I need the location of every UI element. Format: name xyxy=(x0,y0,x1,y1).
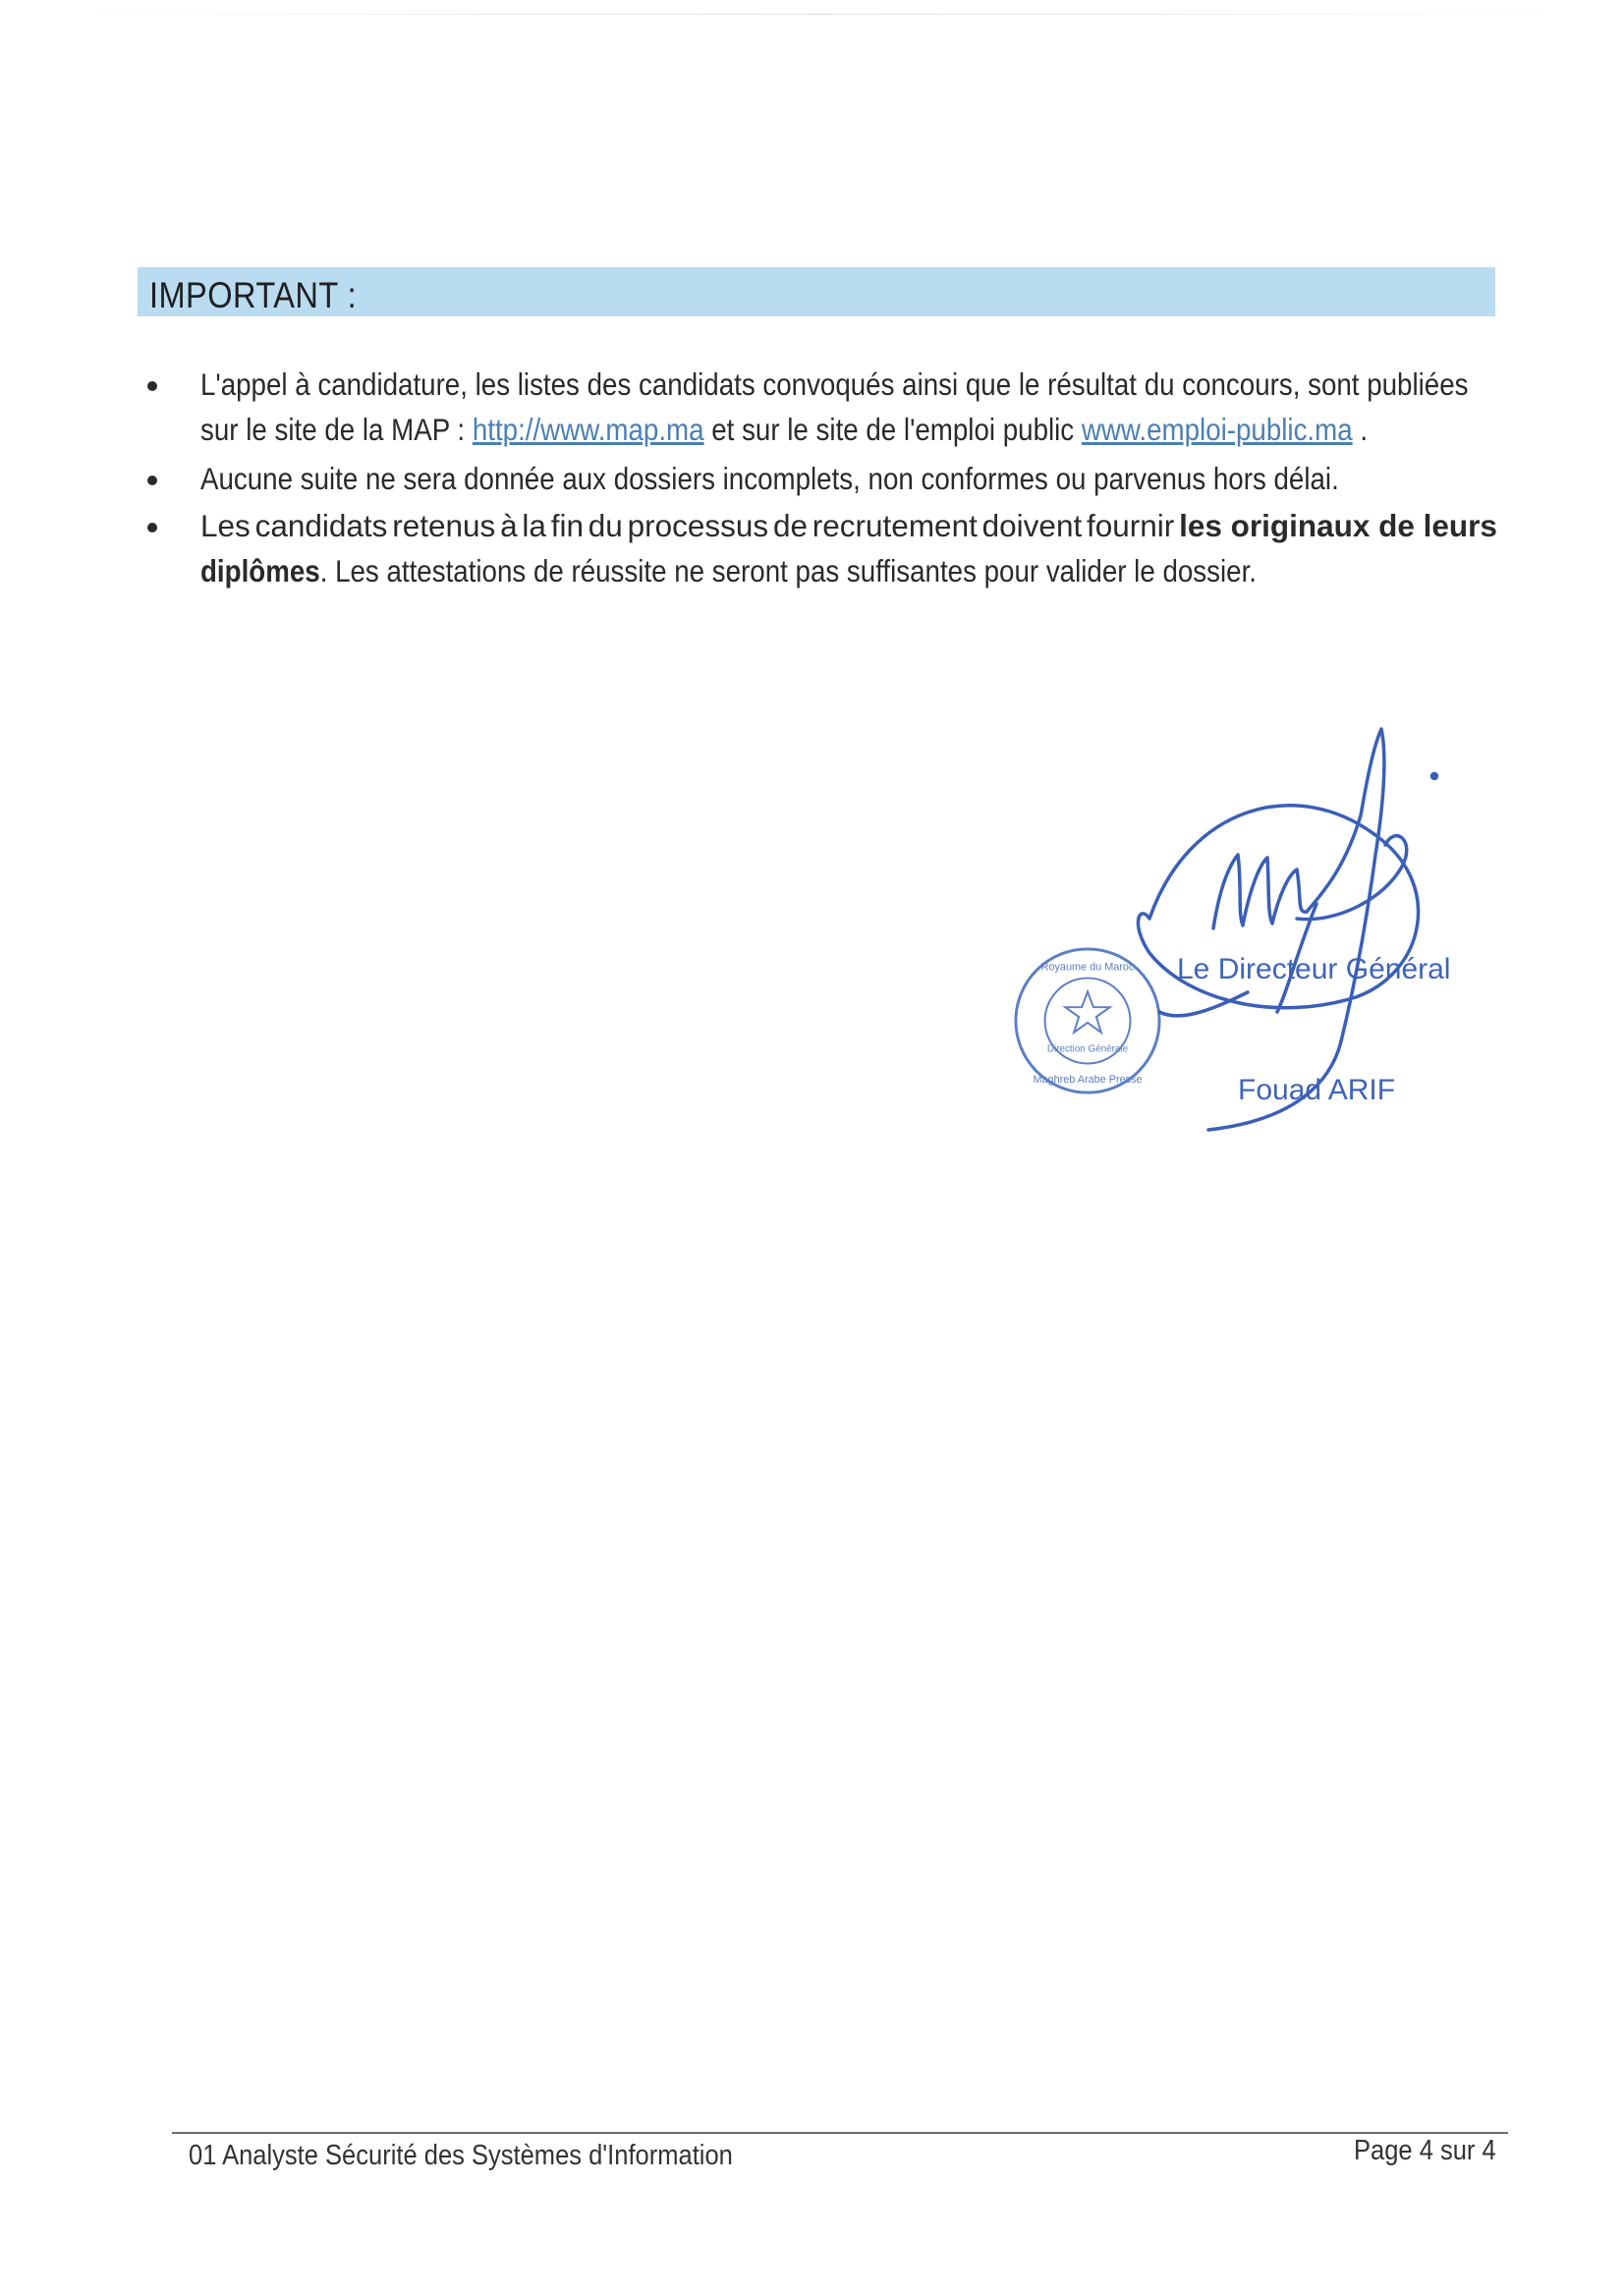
bullet-list xyxy=(147,362,1513,593)
footer-document-title: 01 Analyste Sécurité des Systèmes d'Information xyxy=(189,2140,733,2171)
seal-text-top: Royaume du Maroc xyxy=(1040,961,1135,974)
bold-phrase: les originaux de leurs xyxy=(1179,508,1497,543)
word: fin xyxy=(550,508,584,543)
bullet-1-prefix: sur le site de la MAP : xyxy=(200,412,466,447)
bullet-2-text: Aucune suite ne sera donnée aux dossiers incomplets, non conformes ou parvenus hors délai. xyxy=(200,461,1339,496)
bullet-1-suffix: . xyxy=(1360,412,1369,447)
list-item xyxy=(147,456,1513,503)
bullet-1-line-2 xyxy=(200,407,1368,452)
list-item xyxy=(147,362,1513,452)
word: de xyxy=(772,508,808,543)
signature-block xyxy=(1002,717,1493,1169)
seal-text-middle: Direction Générale xyxy=(1046,1043,1129,1055)
bullet-1-middle: et sur le site de l'emploi public xyxy=(711,412,1075,447)
word: la xyxy=(522,508,546,543)
bullet-1-line-1: L'appel à candidature, les listes des candidats convoqués ainsi que le résultat du concours, sont publiées xyxy=(200,366,1469,402)
word: à xyxy=(500,508,518,543)
top-rule xyxy=(39,14,1601,15)
important-banner xyxy=(138,267,1495,316)
word: Les xyxy=(200,508,251,543)
bullet-dot-icon xyxy=(147,523,157,532)
footer-page-number: Page 4 sur 4 xyxy=(1354,2135,1496,2166)
signatory-name: Fouad ARIF xyxy=(1238,1074,1396,1106)
bullet-3-rest: . Les attestations de réussite ne seront pas suffisantes pour valider le dossier. xyxy=(319,553,1257,588)
handwritten-signature-icon xyxy=(1002,717,1493,1169)
word: fournir xyxy=(1087,508,1175,543)
word: doivent xyxy=(981,508,1083,543)
footer-rule xyxy=(172,2132,1508,2134)
word: candidats xyxy=(254,508,388,543)
word: processus xyxy=(627,508,769,543)
emploi-public-link[interactable]: www.emploi-public.ma xyxy=(1081,412,1353,447)
seal-text-bottom: Maghreb Arabe Presse xyxy=(1033,1074,1143,1087)
bullet-3-line-2 xyxy=(200,548,1257,593)
bullet-dot-icon xyxy=(147,381,157,391)
bullet-dot-icon xyxy=(147,476,157,485)
bold-phrase: diplômes xyxy=(200,553,320,588)
word: recrutement xyxy=(812,508,978,543)
bullet-3-line-1 xyxy=(200,503,1497,548)
map-link[interactable]: http://www.map.ma xyxy=(472,412,704,447)
word: retenus xyxy=(392,508,496,543)
word: du xyxy=(588,508,623,543)
signatory-title: Le Directeur Général xyxy=(1177,953,1451,985)
list-item xyxy=(147,503,1513,593)
banner-title: IMPORTANT : xyxy=(149,275,358,315)
